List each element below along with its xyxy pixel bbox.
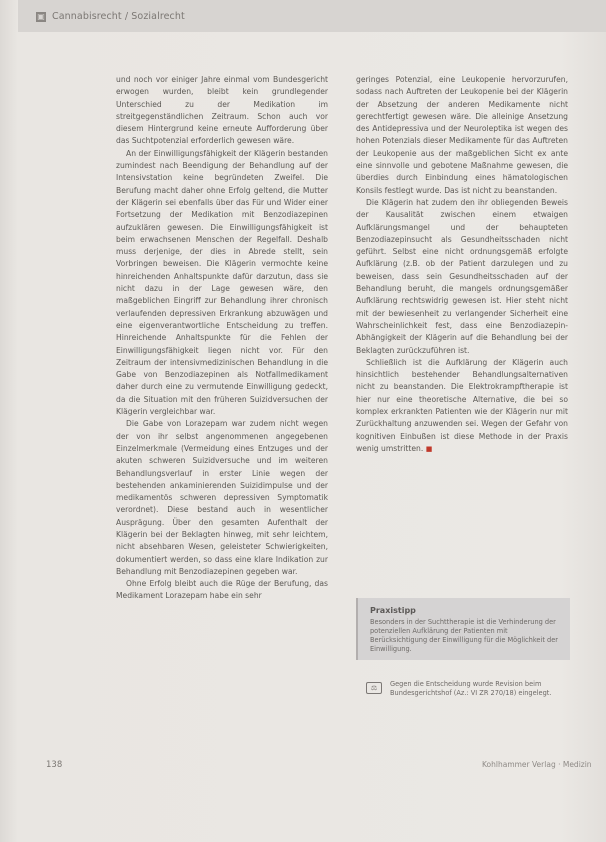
paragraph-last bbox=[356, 357, 568, 455]
legal-note-text: Gegen die Entscheidung wurde Revision beim Bundesgerichtshof (Az.: VI ZR 270/18) eingelegt. bbox=[390, 680, 552, 697]
practice-tip-title: Praxistipp bbox=[370, 606, 416, 615]
header-title: Cannabisrecht / Sozialrecht bbox=[52, 11, 185, 22]
legal-note bbox=[356, 678, 568, 704]
paragraph-text: Schließlich ist die Aufklärung der Klägerin auch hinsichtlich bestehender Behandlungsalternativen nicht zu beanstanden. Die Elektrokrampftherapie ist hier nur eine theoretische Alternative, die bei so komplex erkrankten Patienten wie der Klägerin nur mit Zurückhaltung anzuwenden sei. Wegen der Gefahr von kognitiven Einbußen ist diese Methode in der Praxis wenig umstritten. bbox=[356, 357, 568, 453]
running-header bbox=[18, 0, 606, 32]
practice-tip-box bbox=[356, 598, 570, 660]
paragraph: Ohne Erfolg bleibt auch die Rüge der Berufung, das Medikament Lorazepam habe ein sehr bbox=[116, 579, 328, 601]
practice-tip-text: Besonders in der Suchttherapie ist die Verhinderung der potenziellen Aufklärung der Patienten mit Berücksichtigung der Einwilligung für die Möglichkeit der Einwilligung. bbox=[370, 618, 558, 653]
page-number: 138 bbox=[46, 760, 63, 770]
right-column bbox=[356, 74, 568, 455]
scales-icon: ⚖ bbox=[366, 682, 382, 694]
paragraph: Die Gabe von Lorazepam war zudem nicht wegen der von ihr selbst angenommenen angegebenen Einzelmerkmale (Vermeidung eines Entzuges und der akuten schweren Suizidversuche und im weiteren Behandlungsverlauf in erster Linie wegen der bestehenden ankaminierenden Suizidimpulse und der medikamentös schweren depressiven Symptomatik verordnet). Diese bestand auch in wesentlicher Ausprägung. Über den gesamten Aufenthalt der Klägerin bei der Beklagten hinweg, mit sehr leichtem, nicht absehbaren Wesen, geleisteter Schwierigkeiten, dokumentiert werden, so dass eine klare Indikation zur Behandlung mit Benzodiazepinen gegeben war. bbox=[116, 419, 328, 576]
paragraph: An der Einwilligungsfähigkeit der Klägerin bestanden zumindest nach Beendigung der Behandlung auf der Intensivstation keine begründeten Zweifel. Die Berufung macht daher ohne Erfolg geltend, die Mutter der Klägerin sei ebenfalls über das Für und Wider einer Fortsetzung der Medikation mit Benzodiazepinen aufzuklären gewesen. Die Einwilligungsfähigkeit ist beim erwachsenen Menschen der Regelfall. Deshalb muss derjenige, der dies in Abrede stellt, sein Vorbringen beweisen. Die Klägerin vermochte keine hinreichenden Anhaltspunkte dafür darzutun, dass sie nicht dazu in der Lage gewesen wäre, den maßgeblichen Eingriff zur Behandlung ihrer chronisch verlaufenden depressiven Erkrankung abzuwägen und eine eigenverantwortliche Entscheidung zu treffen. Hinreichende Anhaltspunkte für die Fehlen der Einwilligungsfähigkeit liegen nicht vor. Für den Zeitraum der intensivmedizinischen Behandlung in die Gabe von Benzodiazepinen als Notfallmedikament daher durch eine zu vermutende Einwilligung gedeckt, da die Situation mit den früheren Suizidversuchen der Klägerin vergleichbar war. bbox=[116, 148, 328, 417]
paragraph: geringes Potenzial, eine Leukopenie hervorzurufen, sodass nach Auftreten der Leukopenie bei der Klägerin der Absetzung der anderen Medikamente nicht gerechtfertigt gewesen wäre. Die alleinige Ansetzung des Antidepressiva und der Neuroleptika ist wegen des hohen Potenzials dieser Medikamente für das Auftreten der Leukopenie aus der maßgeblichen Sicht ex ante eine sinnvolle und gebotene Maßnahme gewesen, die überdies durch Einbindung eines hämatologischen Konsils festlegt wurde. Das ist nicht zu beanstanden. bbox=[356, 75, 568, 195]
paragraph: und noch vor einiger Jahre einmal vom Bundesgericht erwogen wurden, bleibt kein grundlegender Unterschied zu der Medikation im streitgegenständlichen Zeitraum. Schon auch vor diesem Hintergrund keine erneute Aufforderung über das Suchtpotenzial erforderlich gewesen wäre. bbox=[116, 75, 328, 146]
paragraph: Die Klägerin hat zudem den ihr obliegenden Beweis der Kausalität zwischen einem etwaigen Aufklärungsmangel und der behaupteten Benzodiazepinsucht als Gesundheitsschaden nicht geführt. Selbst eine nicht ordnungsgemäß erfolgte Aufklärung (z.B. ob der Patient darzulegen und zu beweisen, dass sein Gesundheitsschaden auf der Behandlung beruht, die mangels ordnungsgemäßer Aufklärung rechtswidrig gewesen ist. Hier steht nicht mit der bewiesenheit zu verlangender Sicherheit eine Wahrscheinlichkeit fest, dass eine Benzodiazepin-Abhängigkeit der Klägerin auf die Behandlung bei der Beklagten zurückzuführen ist. bbox=[356, 197, 568, 355]
publisher-footer: Kohlhammer Verlag · Medizin bbox=[482, 760, 592, 769]
left-column bbox=[116, 74, 328, 603]
book-icon: ▣ bbox=[37, 12, 45, 21]
end-mark: ■ bbox=[425, 444, 433, 453]
